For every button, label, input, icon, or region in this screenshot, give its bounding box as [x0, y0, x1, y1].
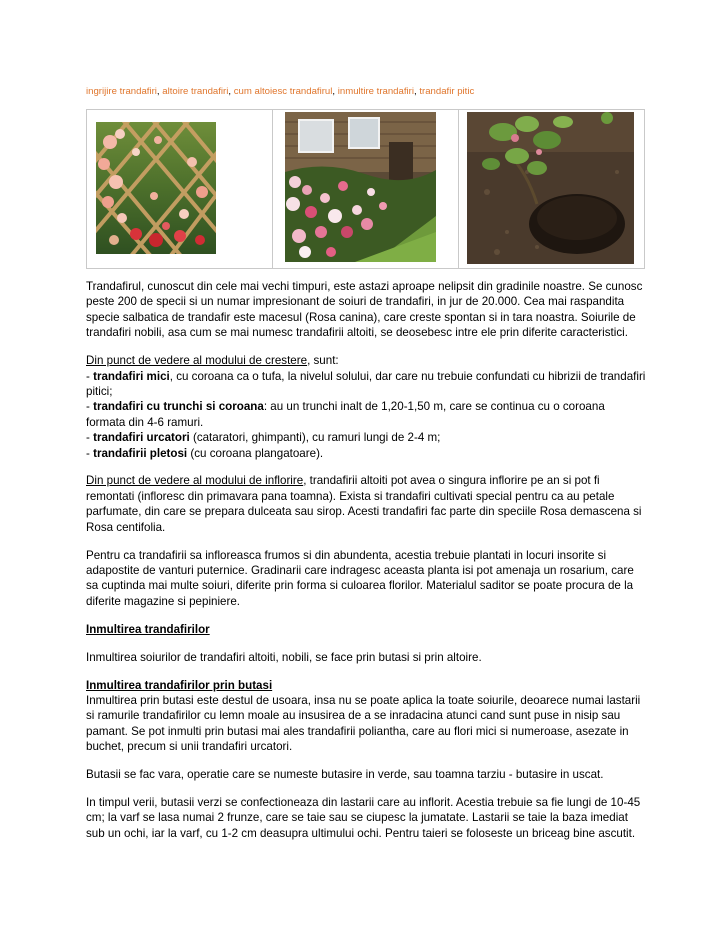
growth-term-trunchi: trandafiri cu trunchi si coroana	[93, 400, 264, 414]
cuttings-time-paragraph: Butasii se fac vara, operatie care se numeste butasire in verde, sau toamna tarziu - butasire in uscat.	[86, 768, 604, 782]
growth-term-mici: trandafiri mici	[93, 369, 170, 383]
tag-link-ingrijire[interactable]: ingrijire trandafiri	[86, 86, 157, 97]
section2-body: Inmultirea prin butasi este destul de usoara, insa nu se poate aplica la toate soiurile, deoarece numai lastarii si ramurile trandafirilor cu lemn moale au insusirea de a se inradacina atunci cand sunt puse in nisip sau pamant. Se pot inmulti prin butasi mai ales trandafirii poliantha, care au flori mici si numeroase, asezate in buchet, precum si unii trandafiri urcatori.	[86, 693, 641, 754]
article-body	[86, 279, 646, 854]
tag-separator: ,	[228, 86, 234, 97]
growth-desc-urcatori: (cataratori, ghimpanti), cu ramuri lungi de 2-4 m;	[189, 431, 441, 445]
tag-links	[86, 86, 474, 98]
photo-cell-2	[273, 110, 459, 268]
section-heading-butasi: Inmultirea trandafirilor prin butasi	[86, 678, 273, 692]
tag-link-altoire[interactable]: altoire trandafiri	[162, 86, 229, 97]
list-item-prefix: -	[86, 400, 94, 414]
flowering-text: , trandafirii altoiti pot avea o singura inflorire pe an si pot fi remontati (infloresc din primavara pana toamna). Exista si trandafiri cultivati special pentru ca au petale parfumate, din care se prepara dulceata sau sirop. Acesti trandafiri fac parte din speciile Rosa demascena si Rosa centifolia.	[86, 474, 642, 534]
tag-separator: ,	[156, 86, 163, 97]
growth-paragraph	[86, 353, 646, 461]
flowering-paragraph	[86, 473, 646, 535]
flowering-heading: Din punct de vedere al modului de inflorire	[86, 474, 304, 488]
trellis-roses-photo	[96, 122, 216, 254]
tag-separator: ,	[332, 86, 338, 97]
section1-body: Inmultirea soiurilor de trandafiri altoiti, nobili, se face prin butasi si prin altoire.	[86, 650, 482, 664]
tag-link-inmultire[interactable]: inmultire trandafiri	[337, 86, 414, 97]
growth-desc-pletosi: (cu coroana plangatoare).	[187, 446, 324, 460]
rose-garden-photo	[285, 112, 436, 262]
section2-paragraph	[86, 678, 646, 755]
section-heading-inmultirea: Inmultirea trandafirilor	[86, 622, 210, 636]
list-item-prefix: -	[86, 431, 94, 445]
planting-hole-photo	[467, 112, 634, 264]
growth-desc-mici: , cu coroana ca o tufa, la nivelul solului, dar care nu trebuie confundati cu hibrizii de trandafiri pitici;	[86, 369, 646, 398]
tag-link-cum-altoiesc[interactable]: cum altoiesc trandafirul	[233, 86, 333, 97]
growth-term-urcatori: trandafiri urcatori	[93, 431, 190, 445]
photo-cell-3	[459, 110, 644, 268]
photo-cell-1	[87, 110, 273, 268]
growth-desc-trunchi: : au un trunchi inalt de 1,20-1,50 m, care se continua cu o coroana formata din 4-6 ramuri.	[86, 400, 605, 429]
growth-term-pletosi: trandafirii pletosi	[93, 446, 188, 460]
planting-paragraph: Pentru ca trandafirii sa infloreasca frumos si din abundenta, acestia trebuie plantati in locuri insorite si adapostite de vanturi puternice. Gradinarii care indragesc aceasta planta isi pot amenaja un rosarium, care sa cuptinda mai multe soiuri, diferite prin forma si culoarea florilor. Materialul saditor se poate procura de la diferite magazine si pepiniere.	[86, 548, 634, 608]
list-item-prefix: -	[86, 446, 94, 460]
intro-paragraph: Trandafirul, cunoscut din cele mai vechi timpuri, este astazi aproape nelipsit din gradinile noastre. Se cunosc peste 200 de specii si un numar impresionant de soiuri de trandafiri, in jur de 20.000. Cea mai raspandita specie salbatica de trandafir este macesul (Rosa canina), care creste spontan si in tara noastra. Soiurile de trandafiri nobili, asa cum se mai numesc trandafirii altoiti, se deosebesc intre ele prin diferite caracteristici.	[86, 280, 643, 340]
photo-strip	[86, 109, 645, 269]
tag-separator: ,	[413, 86, 420, 97]
growth-tail: , sunt:	[307, 354, 339, 368]
growth-heading: Din punct de vedere al modului de crestere	[86, 354, 308, 368]
tag-link-trandafir-pitic[interactable]: trandafir pitic	[419, 86, 475, 97]
summer-cuttings-paragraph: In timpul verii, butasii verzi se confectioneaza din lastarii care au inflorit. Acestia trebuie sa fie lungi de 10-45 cm; la varf se lasa numai 2 frunze, care se taie sau se ciupesc la jumatate. Lastarii se taie la baza imediat sub un ochi, iar la varf, cu 1-2 cm deasupra ultimului ochi. Pentru taieri se foloseste un briceag bine ascutit.	[86, 795, 641, 840]
list-item-prefix: -	[86, 369, 94, 383]
